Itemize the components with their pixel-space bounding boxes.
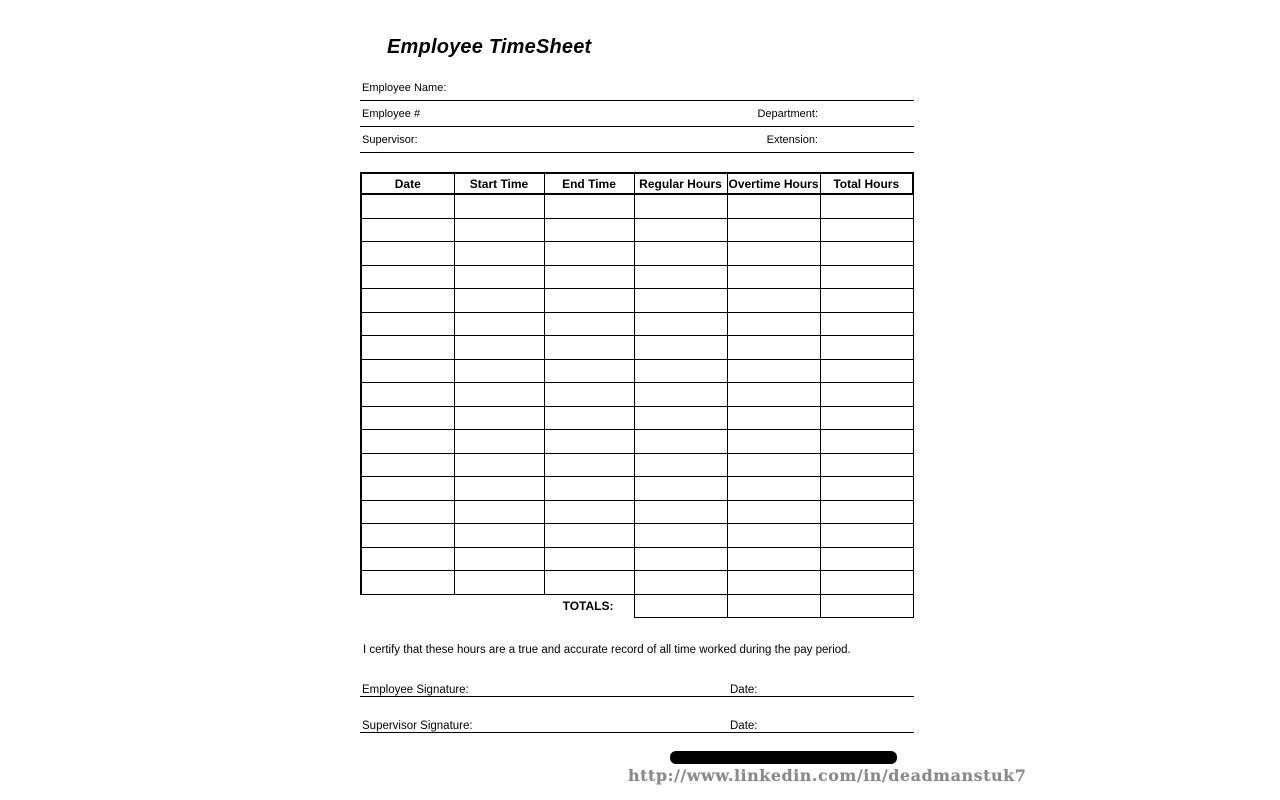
table-cell[interactable] — [544, 453, 634, 477]
table-cell[interactable] — [361, 383, 454, 407]
table-cell[interactable] — [454, 242, 544, 266]
table-cell[interactable] — [820, 265, 913, 289]
table-cell[interactable] — [634, 289, 727, 313]
table-cell[interactable] — [544, 500, 634, 524]
table-cell[interactable] — [727, 524, 820, 548]
table-cell[interactable] — [454, 524, 544, 548]
table-cell[interactable] — [361, 453, 454, 477]
column-header: Date — [361, 173, 454, 194]
table-cell[interactable] — [727, 571, 820, 595]
table-cell[interactable] — [727, 500, 820, 524]
table-cell[interactable] — [727, 406, 820, 430]
table-row — [361, 218, 913, 242]
table-cell[interactable] — [727, 242, 820, 266]
table-cell[interactable] — [544, 242, 634, 266]
table-cell[interactable] — [820, 500, 913, 524]
table-cell[interactable] — [454, 547, 544, 571]
table-cell[interactable] — [454, 453, 544, 477]
table-cell[interactable] — [727, 336, 820, 360]
table-cell[interactable] — [727, 383, 820, 407]
table-cell[interactable] — [454, 265, 544, 289]
table-cell[interactable] — [361, 265, 454, 289]
table-cell[interactable] — [634, 406, 727, 430]
table-row — [361, 312, 913, 336]
column-header: Overtime Hours — [727, 173, 820, 194]
table-cell[interactable] — [820, 406, 913, 430]
employee-signature-row[interactable] — [360, 676, 914, 697]
table-row — [361, 265, 913, 289]
table-cell[interactable] — [634, 500, 727, 524]
table-cell[interactable] — [361, 312, 454, 336]
table-row — [361, 453, 913, 477]
table-cell[interactable] — [454, 289, 544, 313]
table-cell[interactable] — [727, 265, 820, 289]
table-cell[interactable] — [454, 406, 544, 430]
table-row — [361, 336, 913, 360]
table-cell[interactable] — [634, 477, 727, 501]
table-row — [361, 359, 913, 383]
table-cell[interactable] — [820, 524, 913, 548]
table-cell[interactable] — [727, 547, 820, 571]
column-header: Total Hours — [820, 173, 913, 194]
table-cell[interactable] — [634, 430, 727, 454]
table-cell[interactable] — [361, 571, 454, 595]
table-cell[interactable] — [727, 312, 820, 336]
table-cell[interactable] — [727, 430, 820, 454]
table-cell[interactable] — [634, 547, 727, 571]
supervisor-label: Supervisor: — [362, 134, 418, 146]
certification-text: I certify that these hours are a true and accurate record of all time worked during the pay period. — [363, 644, 851, 656]
table-cell[interactable] — [361, 430, 454, 454]
table-row — [361, 430, 913, 454]
table-row — [361, 571, 913, 595]
table-cell[interactable] — [454, 571, 544, 595]
table-cell[interactable] — [454, 383, 544, 407]
column-header: Start Time — [454, 173, 544, 194]
table-cell[interactable] — [820, 336, 913, 360]
table-cell[interactable] — [544, 547, 634, 571]
table-cell[interactable] — [361, 194, 454, 218]
table-cell[interactable] — [727, 453, 820, 477]
table-cell[interactable] — [634, 242, 727, 266]
table-cell[interactable] — [454, 336, 544, 360]
department-label: Department: — [757, 108, 818, 120]
table-body — [361, 194, 913, 618]
employee-signature-date-label: Date: — [730, 684, 758, 696]
totals-cell[interactable] — [820, 594, 913, 618]
table-header-row — [361, 173, 913, 194]
table-cell[interactable] — [634, 218, 727, 242]
table-cell[interactable] — [634, 383, 727, 407]
supervisor-row[interactable] — [360, 126, 914, 153]
employee-name-label: Employee Name: — [362, 82, 447, 94]
table-cell[interactable] — [634, 336, 727, 360]
totals-cell[interactable] — [727, 594, 820, 618]
redaction-bar — [670, 751, 897, 764]
supervisor-signature-date-label: Date: — [730, 720, 758, 732]
table-cell[interactable] — [634, 524, 727, 548]
employee-number-row[interactable] — [360, 100, 914, 127]
table-row — [361, 547, 913, 571]
table-row — [361, 383, 913, 407]
table-cell[interactable] — [454, 477, 544, 501]
totals-cell[interactable] — [634, 594, 727, 618]
table-cell[interactable] — [634, 194, 727, 218]
table-row — [361, 194, 913, 218]
table-cell[interactable] — [454, 194, 544, 218]
table-cell[interactable] — [544, 406, 634, 430]
table-cell[interactable] — [544, 218, 634, 242]
table-cell[interactable] — [361, 336, 454, 360]
table-cell[interactable] — [820, 218, 913, 242]
table-cell[interactable] — [544, 524, 634, 548]
table-cell[interactable] — [361, 218, 454, 242]
table-cell[interactable] — [361, 477, 454, 501]
table-row — [361, 289, 913, 313]
employee-number-label: Employee # — [362, 108, 421, 120]
table-cell[interactable] — [634, 453, 727, 477]
table-cell[interactable] — [361, 406, 454, 430]
table-cell[interactable] — [820, 477, 913, 501]
table-cell[interactable] — [544, 359, 634, 383]
table-cell[interactable] — [727, 218, 820, 242]
page-title: Employee TimeSheet — [387, 36, 592, 58]
watermark-text: http://www.linkedin.com/in/deadmanstuk7 — [628, 766, 1027, 785]
table-row — [361, 477, 913, 501]
table-cell[interactable] — [361, 242, 454, 266]
table-cell[interactable] — [361, 289, 454, 313]
table-cell[interactable] — [820, 547, 913, 571]
employee-signature-label: Employee Signature: — [362, 684, 469, 696]
table-cell[interactable] — [544, 336, 634, 360]
table-cell[interactable] — [544, 430, 634, 454]
table-cell[interactable] — [361, 547, 454, 571]
table-cell[interactable] — [454, 312, 544, 336]
column-header: End Time — [544, 173, 634, 194]
table-cell[interactable] — [454, 218, 544, 242]
table-cell[interactable] — [634, 265, 727, 289]
table-cell[interactable] — [820, 383, 913, 407]
table-row — [361, 524, 913, 548]
table-cell[interactable] — [544, 265, 634, 289]
table-cell[interactable] — [634, 312, 727, 336]
extension-label: Extension: — [766, 134, 818, 146]
totals-label: TOTALS: — [544, 594, 634, 618]
table-cell[interactable] — [544, 571, 634, 595]
table-cell[interactable] — [820, 453, 913, 477]
table-cell[interactable] — [727, 289, 820, 313]
table-cell[interactable] — [454, 500, 544, 524]
table-cell[interactable] — [544, 383, 634, 407]
table-cell[interactable] — [820, 359, 913, 383]
totals-spacer — [361, 594, 544, 618]
column-header: Regular Hours — [634, 173, 727, 194]
table-cell[interactable] — [727, 359, 820, 383]
table-cell[interactable] — [820, 242, 913, 266]
table-cell[interactable] — [361, 500, 454, 524]
table-row — [361, 500, 913, 524]
employee-name-row[interactable] — [360, 74, 914, 101]
table-cell[interactable] — [544, 312, 634, 336]
table-cell[interactable] — [544, 477, 634, 501]
supervisor-signature-row[interactable] — [360, 712, 914, 733]
timesheet-table — [360, 172, 914, 618]
table-cell[interactable] — [820, 289, 913, 313]
supervisor-signature-label: Supervisor Signature: — [362, 720, 473, 732]
table-cell[interactable] — [454, 430, 544, 454]
table-row — [361, 406, 913, 430]
table-cell[interactable] — [727, 477, 820, 501]
table-cell[interactable] — [544, 194, 634, 218]
table-cell[interactable] — [820, 571, 913, 595]
table-cell[interactable] — [454, 359, 544, 383]
totals-row — [361, 594, 913, 618]
table-cell[interactable] — [544, 289, 634, 313]
table-cell[interactable] — [634, 359, 727, 383]
table-cell[interactable] — [820, 194, 913, 218]
table-cell[interactable] — [727, 194, 820, 218]
table-cell[interactable] — [820, 430, 913, 454]
table-cell[interactable] — [634, 571, 727, 595]
table-cell[interactable] — [820, 312, 913, 336]
table-row — [361, 242, 913, 266]
table-cell[interactable] — [361, 524, 454, 548]
table-cell[interactable] — [361, 359, 454, 383]
